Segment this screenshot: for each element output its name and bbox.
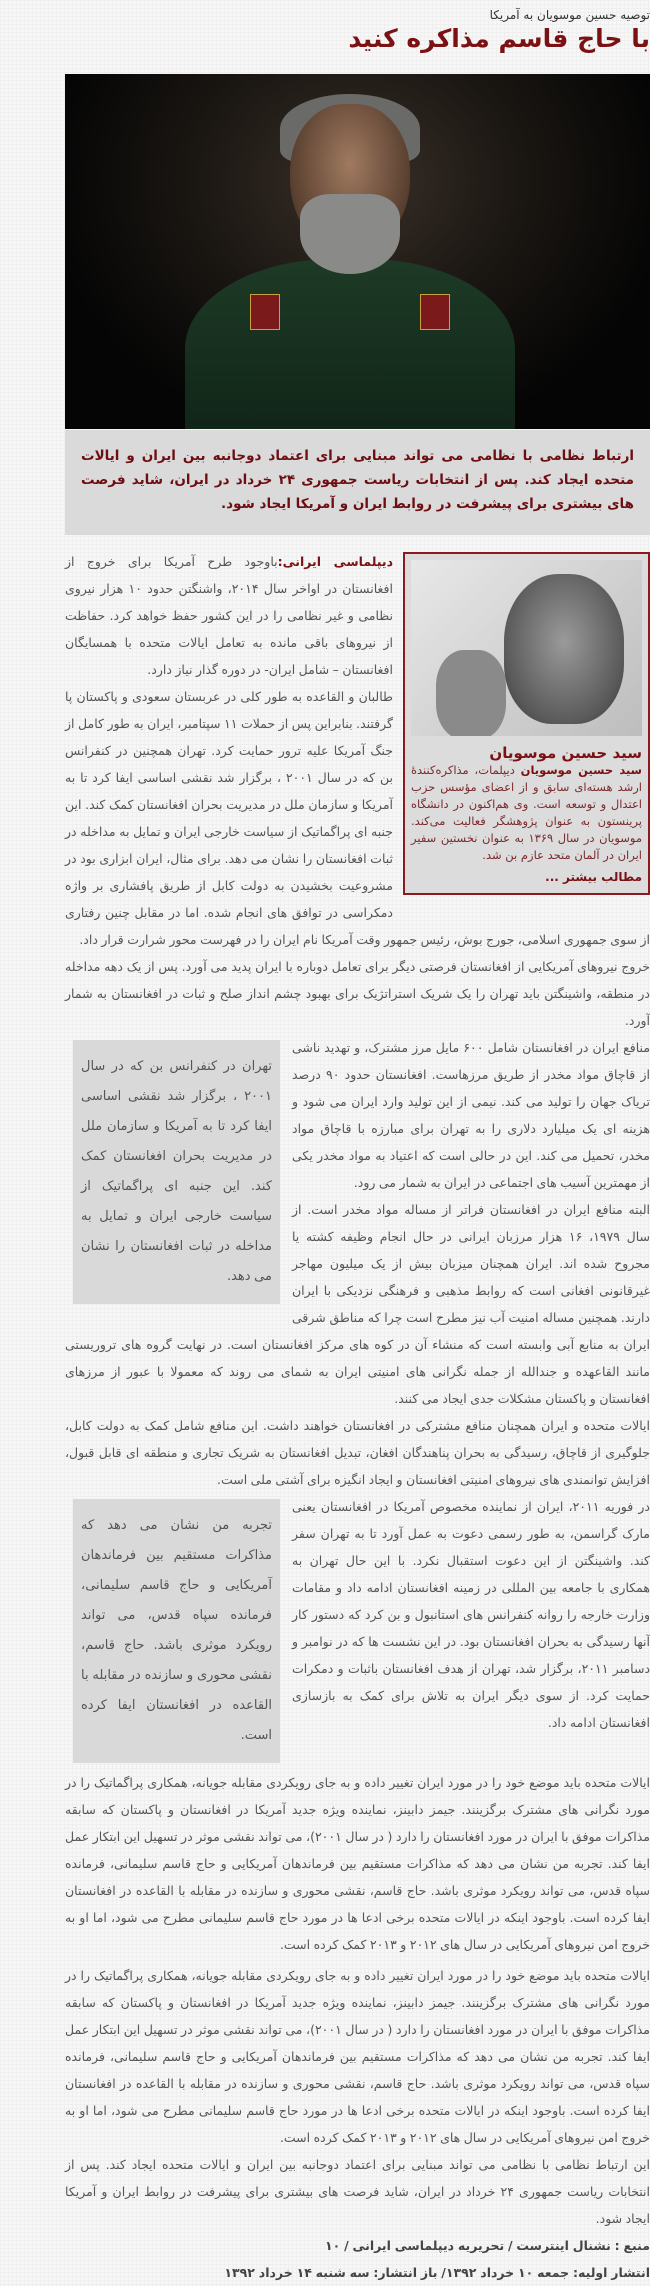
paragraph-text: باوجود طرح آمریکا برای خروج از افغانستان در اواخر سال ۲۰۱۴، واشنگتن حدود ۱۰ هزار نیروی نظامی و غیر نظامی را در این کشور حفظ خواهد کرد. حفاظت از نیروهای باقی مانده به تعامل ایالات متحده با همسایگان افغانستان – شامل ایران- در دوره گذار نیاز دارد. bbox=[65, 554, 393, 677]
author-name: سید حسین موسویان bbox=[489, 744, 642, 762]
author-desc-text: دیپلمات، مذاکره‌کننده‌ٔ ارشد هسته‌ای سابق و از اعضای مؤسس حزب اعتدال و توسعه است. وی هم‌اکنون در دانشگاه پرینستون به عنوان پژوهشگر فعالیت می‌کند. موسویان در سال ۱۳۶۹ به عنوان نخستین سفیر ایران در آلمان متحد عازم بن شد. bbox=[411, 763, 642, 862]
paragraph: منافع ایران در افغانستان شامل ۶۰۰ مایل مرز مشترک، و تهدید ناشی از قاچاق مواد مخدر از طریق مرزهاست. افغانستان حدود ۹۰ درصد تریاک جهان را تولید می کند. نیمی از این تولید وارد ایران می شود و هزینه ای یک میلیارد دلاری را به تهران برای مبارزه با قاچاق مواد مخدر، تحمیل می کند. این در حالی است که اعتیاد به مواد مخدر یکی از مهمترین آسیب های اجتماعی در ایران به شمار می رود. bbox=[292, 1040, 650, 1190]
lead-summary: ارتباط نظامی با نظامی می تواند مبنایی برای اعتماد دوجانبه بین ایران و ایالات متحده ایجاد کند. پس از انتخابات ریاست جمهوری ۲۴ خرداد در ایران، شاید فرصت های بیشتری برای پیشرفت در روابط ایران و آمریکا ایجاد شود. bbox=[65, 430, 650, 535]
paragraph: این ارتباط نظامی با نظامی می تواند مبنایی برای اعتماد دوجانبه بین ایران و ایالات متحده ایجاد کند. پس از انتخابات ریاست جمهوری ۲۴ خرداد در ایران، شاید فرصت های بیشتری برای پیشرفت در روابط ایران و آمریکا ایجاد شود. bbox=[65, 2157, 650, 2226]
paragraph: ایالات متحده باید موضع خود را در مورد ایران تغییر داده و به جای رویکردی مقابله جویانه، همکاری پراگماتیک را در مورد نگرانی های مشترک برگزینند. جیمز دابینز، نماینده ویژه جدید آمریکا در افغانستان و پاکستان که سابقه مذاکرات موفق با ایران در مورد افغانستان را دارد ( در سال ۲۰۰۱)، می تواند نقشی موثر در تسهیل این ابتکار عمل ایفا کند. تجربه من نشان می دهد که مذاکرات مستقیم بین فرماندهان آمریکایی و حاج قاسم سلیمانی، فرمانده سپاه قدس، می تواند رویکرد موثری باشد. حاج قاسم، نقشی محوری و سازنده در مقابله با القاعده در افغانستان ایفا کرده است. باوجود اینکه در ایالات متحده برخی ادعا ها در مورد حاج قاسم سلیمانی مطرح می شود، اما او به خروج امن نیروهای آمریکایی در سال های ۲۰۱۲ و ۲۰۱۳ کمک کرده است. bbox=[65, 1968, 650, 2145]
paragraph: ایالات متحده باید موضع خود را در مورد ایران تغییر داده و به جای رویکردی مقابله جویانه، همکاری پراگماتیک را در مورد نگرانی های مشترک برگزینند. جیمز دابینز، نماینده ویژه جدید آمریکا در افغانستان و پاکستان که سابقه مذاکرات موفق با ایران در مورد افغانستان را دارد ( در سال ۲۰۰۱)، می تواند نقشی موثر در تسهیل این ابتکار عمل ایفا کند. تجربه من نشان می دهد که مذاکرات مستقیم بین فرماندهان آمریکایی و حاج قاسم سلیمانی، فرمانده سپاه قدس، می تواند رویکرد موثری باشد. حاج قاسم، نقشی محوری و سازنده در مقابله با القاعده در افغانستان ایفا کرده است. باوجود اینکه در ایالات متحده برخی ادعا ها در مورد حاج قاسم سلیمانی مطرح می شود، اما او به خروج امن نیروهای آمریکایی در سال های ۲۰۱۲ و ۲۰۱۳ کمک کرده است. bbox=[65, 1775, 650, 1952]
source-label: دیپلماسی ایرانی: bbox=[277, 554, 394, 569]
main-photo bbox=[65, 74, 650, 429]
author-bio-box bbox=[403, 552, 650, 895]
author-photo bbox=[411, 560, 642, 736]
article-kicker: توصیه حسین موسویان به آمریکا bbox=[489, 8, 650, 22]
article-body bbox=[65, 548, 650, 2286]
paragraph: ایالات متحده و ایران همچنان منافع مشترکی در افغانستان خواهند داشت. این منافع شامل کمک به دولت کابل، جلوگیری از قاچاق، رسیدگی به بحران پناهندگان افغان، تبدیل افغانستان به شریک تجاری و منطقه ای قابل قبول، افزایش توانمندی های نیروهای امنیتی افغانستان و ایجاد انگیزه برای آشتی ملی است. bbox=[65, 1418, 650, 1487]
publish-date: انتشار اولیه: جمعه ۱۰ خرداد ۱۳۹۲/ باز انتشار: سه شنبه ۱۴ خرداد ۱۳۹۲ bbox=[224, 2265, 650, 2280]
pull-quote: تهران در کنفرانس بن که در سال ۲۰۰۱ ، برگزار شد نقشی اساسی ایفا کرد تا به آمریکا و سازمان ملل در مدیریت بحران افغانستان کمک کند. این جنبه ای پراگماتیک از سیاست خارجی ایران و تمایل به مداخله در ثبات افغانستان را نشان می دهد. bbox=[73, 1040, 280, 1304]
article bbox=[65, 0, 650, 2286]
paragraph: طالبان و القاعده به طور کلی در عربستان سعودی و پاکستان پا گرفتند. بنابراین پس از حملات ۱۱ سپتامبر، ایران به طور کامل از جنگ آمریکا علیه ترور حمایت کرد. تهران همچنین در کنفرانس بن که در سال ۲۰۰۱ ، برگزار شد نقشی اساسی ایفا کرد تا به آمریکا و سازمان ملل در مدیریت بحران افغانستان کمک کند. این جنبه ای پراگماتیک از سیاست خارجی ایران و تمایل به مداخله در ثبات افغانستان را نشان می دهد. برای مثال، ایران ابزاری بود در مشروعیت بخشیدن به دولت کابل از طریق پافشاری بر واژه دمکراسی در توافق های انجام شده. اما در مقابل چنین رفتاری از سوی جمهوری اسلامی، جورج بوش، رئیس جمهور وقت آمریکا نام ایران را در فهرست محور شرارت قرار داد. bbox=[65, 689, 650, 947]
pull-quote: تجربه من نشان می دهد که مذاکرات مستقیم بین فرماندهان آمریکایی و حاج قاسم سلیمانی، فرمانده سپاه قدس، می تواند رویکرد موثری باشد. حاج قاسم، نقشی محوری و سازنده در مقابله با القاعده در افغانستان ایفا کرده است. bbox=[73, 1499, 280, 1763]
article-title: با حاج قاسم مذاکره کنید bbox=[348, 24, 650, 53]
paragraph: البته منافع ایران در افغانستان فراتر از مساله مواد مخدر است. از سال ۱۹۷۹، ۱۶ هزار مرزبان ایرانی در حال انجام وظیفه کشته یا مجروح شده اند. ایران همچنان میزبان بیش از یک میلیون مهاجر غیرقانونی افغانی است که روابط مذهبی و فرهنگی نزدیکی با ایران دارند. همچنین مساله امنیت آب نیز مطرح است چرا که مناطق شرقی ایران به منابع آبی وابسته است که منشاء آن در کوه های مرکز افغانستان است. در نهایت گروه های تروریستی مانند القاعهده و جندالله از جمله نگرانی های امنیتی ایران به شمای می روند که معمولا با عبور از مرزهای افغانستان و پاکستان مشکلات جدی ایجاد می کنند. bbox=[65, 1202, 650, 1406]
more-articles-link[interactable]: مطالب بیشتر ... bbox=[545, 870, 642, 884]
source-line: منبع : نشنال اینترست / تحریریه دیپلماسی ایرانی / ۱۰ bbox=[324, 2238, 650, 2253]
author-desc-name: سید حسین موسویان bbox=[520, 763, 642, 777]
paragraph: در فوریه ۲۰۱۱، ایران از نماینده مخصوص آمریکا در افغانستان یعنی مارک گراسمن، به طور رسمی دعوت به عمل آورد تا به تهران سفر کند. واشینگتن از این دعوت استقبال نکرد. با این حال تهران به همکاری با جامعه بین المللی در زمینه افغانستان ادامه داد و مقامات وزارت خارجه را روانه کنفرانس های استانبول و بن کرد که دستور کار آنها رسیدگی به بحران افغانستان بود. در این نشست ها که در نوامبر و دسامبر ۲۰۱۱، برگزار شد، تهران از هدف افغانستان باثبات و دمکرات حمایت کرد. از سوی دیگر ایران به تلاش برای کمک به بازسازی افغانستان ادامه داد. bbox=[292, 1499, 650, 1730]
author-description bbox=[411, 762, 642, 864]
paragraph: خروج نیروهای آمریکایی از افغانستان فرصتی دیگر برای تعامل دوباره با ایران پدید می آورد. پس از یک دهه مداخله در منطقه، واشینگتن باید تهران را یک شریک استراتژیک برای بهبود چشم انداز صلح و ثبات در افغانستان به شمار آورد. bbox=[65, 959, 650, 1028]
